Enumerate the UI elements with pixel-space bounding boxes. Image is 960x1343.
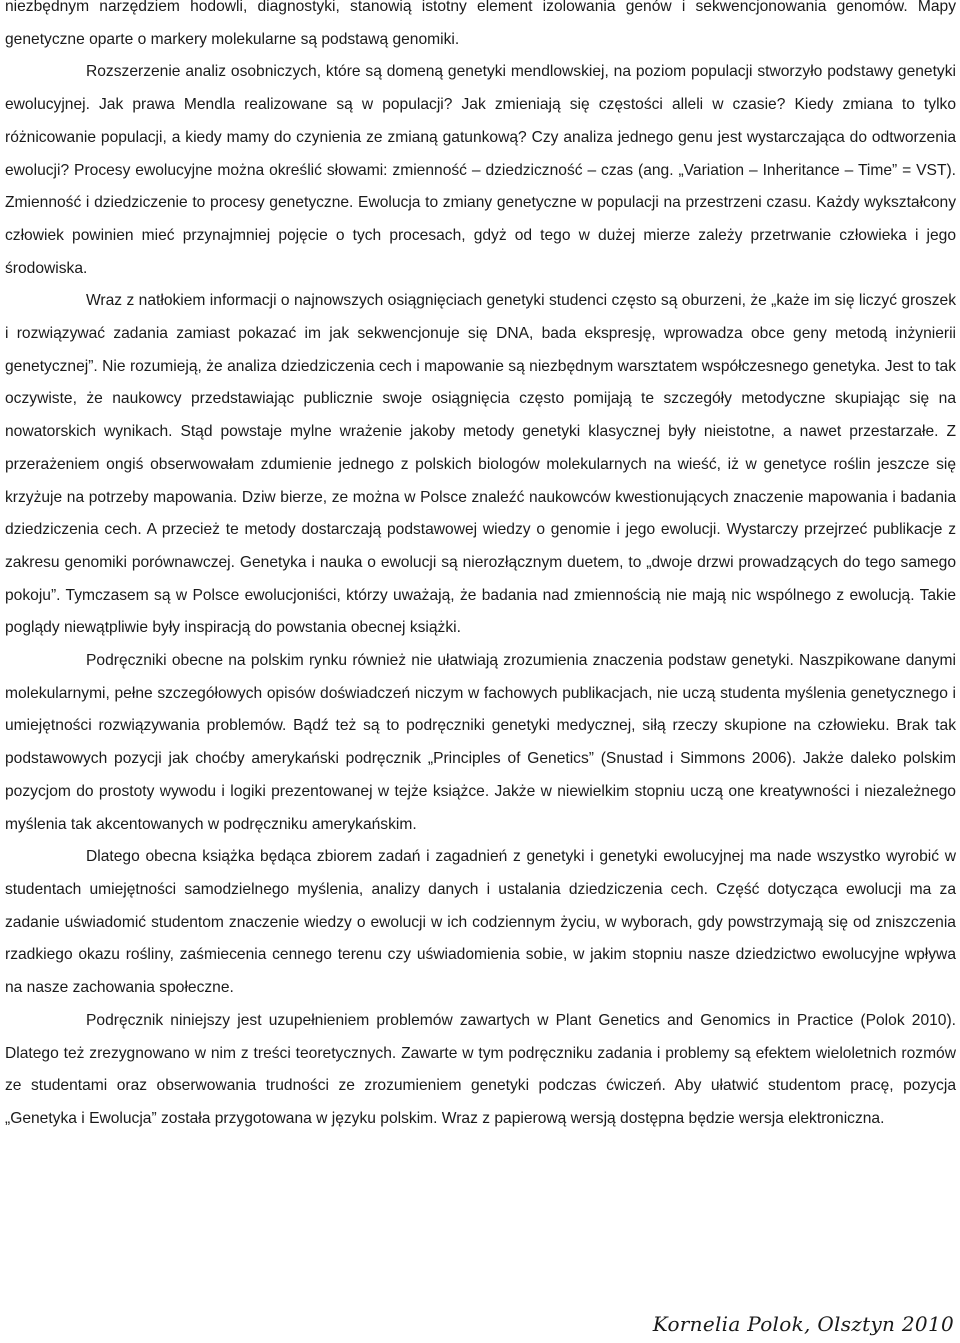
paragraph-2: Rozszerzenie analiz osobniczych, które są domeną genetyki mendlowskiej, na poziom populacji stworzyło podstawy genetyki ewolucyjnej. Jak prawa Mendla realizowane są w populacji? Jak zmieniają się częstości alleli w czasie? Kiedy zmiana to tylko różnicowanie populacji, a kiedy mamy do czynienia ze zmianą gatunkową? Czy analiza jednego genu jest wystarczająca do odtworzenia ewolucji? Procesy ewolucyjne można określić słowami: zmienność – dziedziczność – czas (ang. „Variation – Inheritance – Time” = VST). Zmienność i dziedziczenie to procesy genetyczne. Ewolucja to zmiany genetyczne w populacji na przestrzeni czasu. Każdy wykształcony człowiek powinien mieć przynajmniej pojęcie o tych procesach, gdyż od tego w dużej mierze zależy przetrwanie człowieka i jego środowiska. (5, 63, 956, 277)
author-signature: Kornelia Polok, Olsztyn 2010 (652, 1312, 954, 1336)
paragraph-4: Podręczniki obecne na polskim rynku również nie ułatwiają zrozumienia znaczenia podstaw genetyki. Naszpikowane danymi molekularnymi, pełne szczegółowych opisów doświadczeń niczym w fachowych publikacjach, nie uczą studenta myślenia genetycznego i umiejętności rozwiązywania problemów. Bądź też są to podręczniki genetyki medycznej, siłą rzeczy skupione na człowieku. Brak tak podstawowych pozycji jak choćby amerykański podręcznik „Principles of Genetics” (Snustad i Simmons 2006). Jakże daleko polskim pozycjom do prostoty wywodu i logiki prezentowanej w tejże książce. Jakże w niewielkim stopniu uczą one kreatywności i niezależnego myślenia tak akcentowanych w podręczniku amerykańskim. (5, 652, 956, 833)
paragraph-5: Dlatego obecna książka będąca zbiorem zadań i zagadnień z genetyki i genetyki ewolucyjnej ma nade wszystko wyrobić w studentach umiejętności samodzielnego myślenia, analizy danych i ustalania dziedziczenia cech. Część dotycząca ewolucji ma za zadanie uświadomić studentom znaczenie wiedzy o ewolucji w ich codziennym życiu, w wyborach, gdy powstrzymają się od zniszczenia rzadkiego okazu rośliny, zaśmiecenia cennego terenu czy uświadomienia sobie, w jakim stopniu nasze dziedzictwo ewolucyjne wpływa na nasze zachowania społeczne. (5, 848, 956, 997)
document-body (5, 0, 956, 1136)
paragraph-1: niezbędnym narzędziem hodowli, diagnostyki, stanowią istotny element izolowania genów i sekwencjonowania genomów. Mapy genetyczne oparte o markery molekularne są podstawą genomiki. (5, 0, 956, 48)
paragraph-6: Podręcznik niniejszy jest uzupełnieniem problemów zawartych w Plant Genetics and Genomics in Practice (Polok 2010). Dlatego też zrezygnowano w nim z treści teoretycznych. Zawarte w tym podręczniku zadania i problemy są efektem wieloletnich rozmów ze studentami oraz obserwowania trudności ze zrozumieniem genetyki podczas ćwiczeń. Aby ułatwić studentom pracę, pozycja „Genetyka i Ewolucja” została przygotowana w języku polskim. Wraz z papierową wersją dostępna będzie wersja elektroniczna. (5, 1011, 956, 1127)
paragraph-3: Wraz z natłokiem informacji o najnowszych osiągnięciach genetyki studenci często są oburzeni, że „każe im się liczyć groszek i rozwiązywać zadania zamiast pokazać im jak sekwencjonuje się DNA, bada ekspresję, wprowadza obce geny metodą inżynierii genetycznej”. Nie rozumieją, że analiza dziedziczenia cech i mapowanie są niezbędnym warsztatem współczesnego genetyka. Jest to tak oczywiste, że naukowcy przedstawiając publicznie swoje osiągnięcia często pomijają te szczegóły metodyczne skupiając się na nowatorskich wynikach. Stąd powstaje mylne wrażenie jakoby metody genetyki klasycznej były nieistotne, a nawet przestarzałe. Z przerażeniem ongiś obserwowałam zdumienie jednego z polskich biologów molekularnych na wieść, iż w genetyce roślin jeszcze się krzyżuje na potrzeby mapowania. Dziw bierze, ze można w Polsce znaleźć naukowców kwestionujących znaczenie mapowania i badania dziedziczenia cech. A przecież te metody dostarczają podstawowej wiedzy o genomie i jego ewolucji. Wystarczy przejrzeć publikacje z zakresu genomiki porównawczej. Genetyka i nauka o ewolucji są nierozłącznym duetem, to „dwoje drzwi prowadzących do tego samego pokoju”. Tymczasem są w Polsce ewolucjoniści, którzy uważają, że badania nad zmiennością nie mają nic wspólnego z ewolucją. Takie poglądy niewątpliwie były inspiracją do powstania obecnej książki. (5, 292, 956, 637)
